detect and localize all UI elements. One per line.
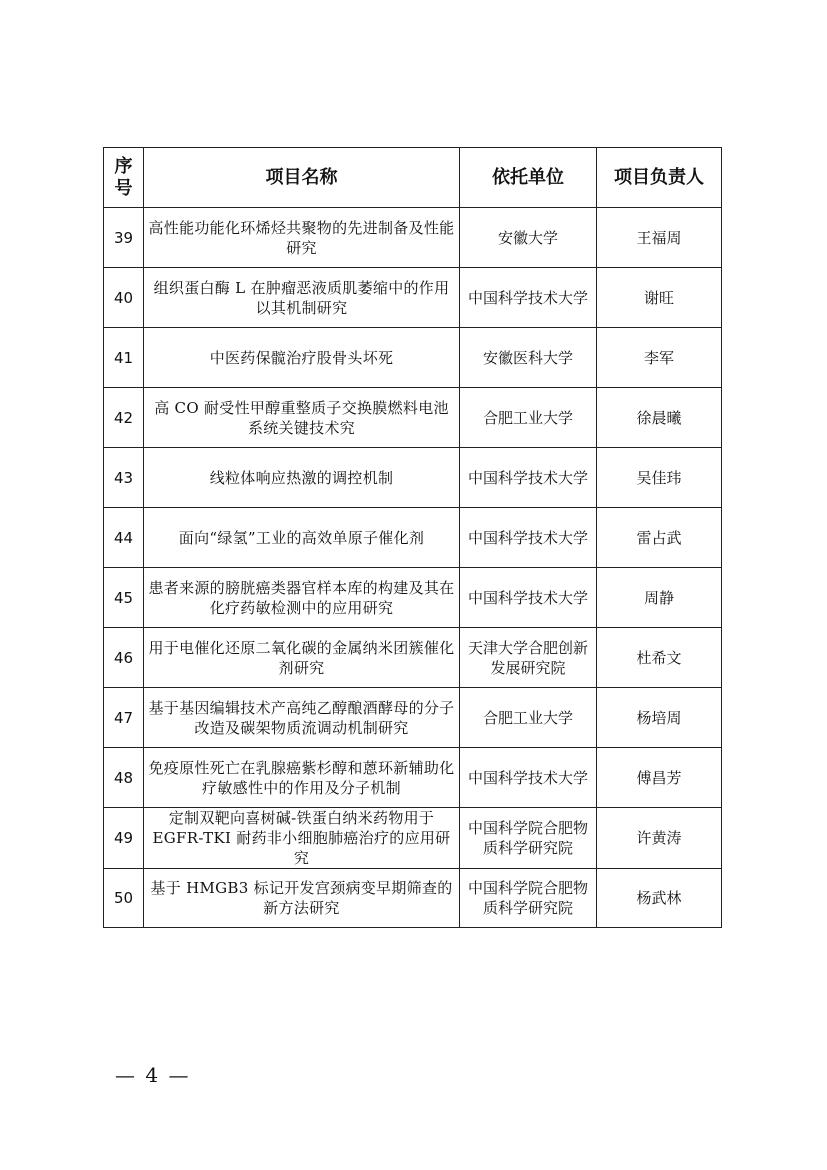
row-seq: 39: [104, 208, 144, 268]
table-row: [104, 448, 722, 508]
row-project-lead: 傅昌芳: [597, 748, 722, 808]
row-seq: 46: [104, 628, 144, 688]
row-seq: 49: [104, 808, 144, 869]
row-seq: 43: [104, 448, 144, 508]
row-project-name: 高性能功能化环烯烃共聚物的先进制备及性能研究: [144, 208, 460, 268]
row-host-unit: 中国科学技术大学: [460, 508, 597, 568]
header-project-lead: 项目负责人: [597, 148, 722, 208]
row-project-lead: 杨武林: [597, 869, 722, 928]
header-row: [104, 148, 722, 208]
table-row: [104, 628, 722, 688]
row-project-lead: 周静: [597, 568, 722, 628]
row-host-unit: 中国科学技术大学: [460, 448, 597, 508]
row-project-lead: 杨培周: [597, 688, 722, 748]
project-table: [103, 147, 722, 928]
header-seq: 序号: [104, 148, 144, 208]
row-project-name: 线粒体响应热激的调控机制: [144, 448, 460, 508]
table-row: [104, 268, 722, 328]
row-project-name: 免疫原性死亡在乳腺癌紫杉醇和蒽环新辅助化疗敏感性中的作用及分子机制: [144, 748, 460, 808]
row-host-unit: 安徽医科大学: [460, 328, 597, 388]
header-host-unit: 依托单位: [460, 148, 597, 208]
table-row: [104, 869, 722, 928]
project-table-container: [103, 147, 721, 928]
row-host-unit: 安徽大学: [460, 208, 597, 268]
table-row: [104, 208, 722, 268]
row-host-unit: 天津大学合肥创新发展研究院: [460, 628, 597, 688]
row-project-name: 面向“绿氢”工业的高效单原子催化剂: [144, 508, 460, 568]
row-host-unit: 中国科学技术大学: [460, 568, 597, 628]
row-seq: 44: [104, 508, 144, 568]
row-project-name: 高 CO 耐受性甲醇重整质子交换膜燃料电池系统关键技术究: [144, 388, 460, 448]
row-host-unit: 中国科学院合肥物质科学研究院: [460, 869, 597, 928]
row-project-lead: 徐晨曦: [597, 388, 722, 448]
row-seq: 50: [104, 869, 144, 928]
row-project-lead: 许黄涛: [597, 808, 722, 869]
table-row: [104, 388, 722, 448]
row-seq: 42: [104, 388, 144, 448]
row-project-lead: 李军: [597, 328, 722, 388]
row-seq: 48: [104, 748, 144, 808]
row-project-lead: 吴佳玮: [597, 448, 722, 508]
table-row: [104, 328, 722, 388]
row-host-unit: 中国科学技术大学: [460, 268, 597, 328]
row-seq: 40: [104, 268, 144, 328]
row-seq: 45: [104, 568, 144, 628]
row-project-lead: 谢旺: [597, 268, 722, 328]
row-project-name: 基于 HMGB3 标记开发宫颈病变早期筛查的新方法研究: [144, 869, 460, 928]
row-seq: 47: [104, 688, 144, 748]
row-project-name: 中医药保髋治疗股骨头坏死: [144, 328, 460, 388]
row-host-unit: 中国科学技术大学: [460, 748, 597, 808]
table-row: [104, 688, 722, 748]
row-project-name: 基于基因编辑技术产高纯乙醇酿酒酵母的分子改造及碳架物质流调动机制研究: [144, 688, 460, 748]
table-body: [104, 208, 722, 928]
table-row: [104, 508, 722, 568]
row-project-lead: 雷占武: [597, 508, 722, 568]
row-host-unit: 中国科学院合肥物质科学研究院: [460, 808, 597, 869]
row-project-lead: 王福周: [597, 208, 722, 268]
table-row: [104, 568, 722, 628]
row-project-name: 定制双靶向喜树碱-铁蛋白纳米药物用于 EGFR-TKI 耐药非小细胞肺癌治疗的应用研究: [144, 808, 460, 869]
row-project-lead: 杜希文: [597, 628, 722, 688]
row-seq: 41: [104, 328, 144, 388]
table-header: [104, 148, 722, 208]
table-row: [104, 748, 722, 808]
row-project-name: 用于电催化还原二氧化碳的金属纳米团簇催化剂研究: [144, 628, 460, 688]
header-project-name: 项目名称: [144, 148, 460, 208]
page-number: — 4 —: [115, 1063, 191, 1087]
row-host-unit: 合肥工业大学: [460, 688, 597, 748]
table-row: [104, 808, 722, 869]
row-project-name: 组织蛋白酶 L 在肿瘤恶液质肌萎缩中的作用以其机制研究: [144, 268, 460, 328]
row-project-name: 患者来源的膀胱癌类器官样本库的构建及其在化疗药敏检测中的应用研究: [144, 568, 460, 628]
row-host-unit: 合肥工业大学: [460, 388, 597, 448]
